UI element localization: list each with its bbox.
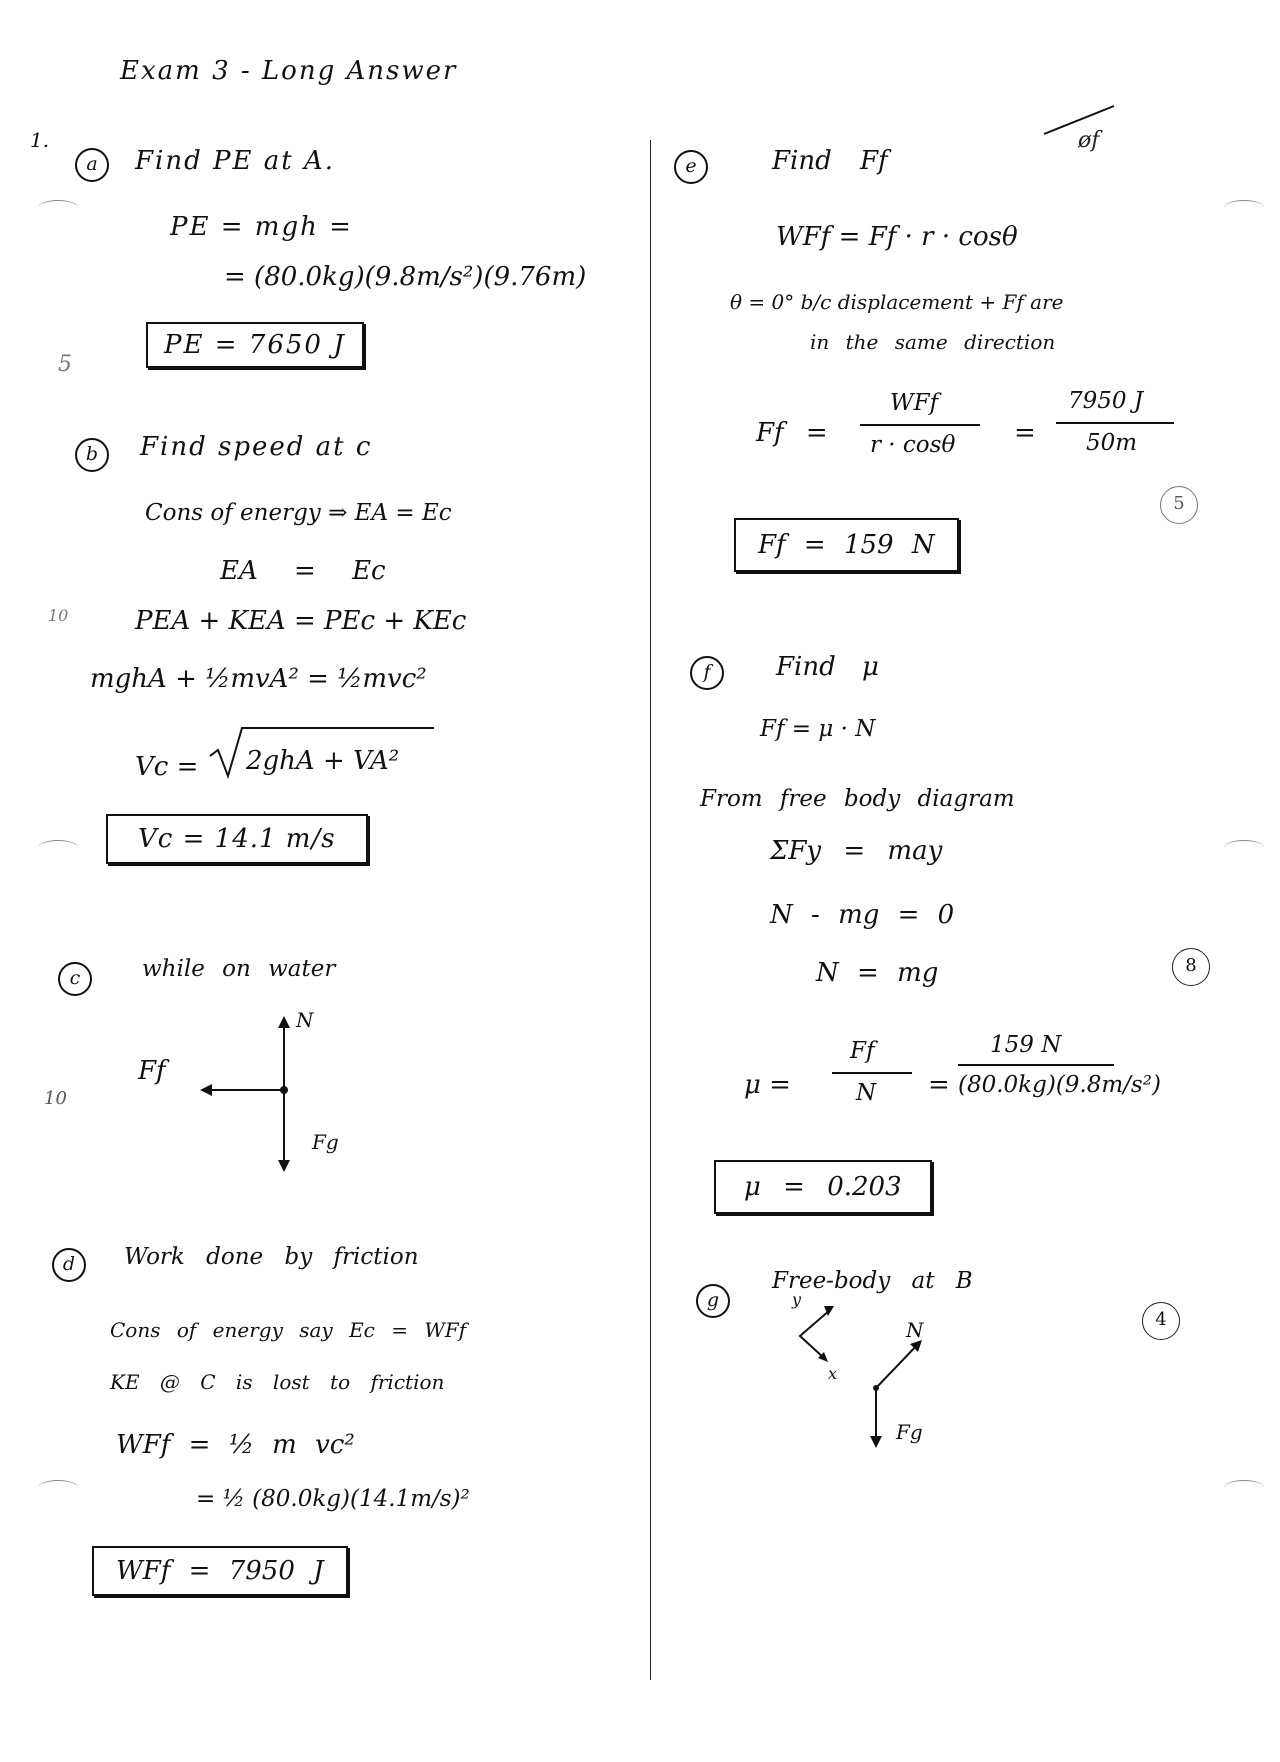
column-divider: [650, 140, 651, 1680]
part-g-force-n: N: [906, 1318, 924, 1342]
exam-title: Exam 3 - Long Answer: [120, 56, 458, 86]
part-b-answer: Vc = 14.1 m/s: [106, 814, 368, 864]
part-f-frac-num: Ff: [850, 1038, 875, 1064]
part-e-heading: Find Ff: [772, 146, 888, 176]
margin-tick: [1224, 840, 1264, 855]
part-f-frac2-den: (80.0kg)(9.8m/s²): [958, 1072, 1161, 1098]
part-d-line2: KE @ C is lost to friction: [110, 1370, 445, 1394]
part-e-frac2-num: 7950 J: [1068, 388, 1144, 414]
part-b-line2: EA = Ec: [220, 556, 386, 586]
part-b-line5-left: Vc =: [135, 752, 199, 782]
part-g-force-fg: Fg: [896, 1420, 923, 1444]
part-e-frac-den: r · cosθ: [870, 432, 956, 458]
score-f: 8: [1172, 948, 1210, 986]
grade-c: 10: [44, 1088, 67, 1109]
problem-number: 1.: [30, 128, 50, 152]
part-c-force-n: N: [296, 1008, 314, 1032]
corner-mark: øf: [1078, 128, 1100, 153]
part-b-line3: PEA + KEA = PEc + KEc: [135, 606, 467, 636]
part-c-force-ff: Ff: [138, 1056, 166, 1086]
margin-tick: [1224, 200, 1264, 215]
part-a-eq1: PE = mgh =: [170, 212, 353, 242]
part-f-equals: =: [928, 1070, 950, 1100]
grade-b: 10: [48, 606, 69, 625]
part-f-frac2-num: 159 N: [990, 1032, 1062, 1058]
part-d-line1: Cons of energy say Ec = WFf: [110, 1318, 467, 1342]
part-e-equals: =: [1014, 418, 1036, 448]
part-f-frac-den: N: [856, 1080, 877, 1106]
part-e-line3: in the same direction: [810, 330, 1056, 354]
part-g-free-body-diagram: [780, 1296, 960, 1456]
margin-tick: [38, 1480, 78, 1495]
fraction-bar: [1056, 422, 1174, 424]
part-e-label: e: [674, 150, 708, 184]
fraction-bar: [958, 1064, 1114, 1066]
part-d-answer: WFf = 7950 J: [92, 1546, 348, 1596]
part-c-free-body-diagram: [180, 1010, 340, 1180]
part-f-line5: N = mg: [816, 958, 939, 988]
part-e-frac-num: WFf: [890, 390, 939, 416]
part-a-eq2: = (80.0kg)(9.8m/s²)(9.76m): [224, 262, 587, 292]
corner-mark-stroke: [1040, 100, 1120, 140]
part-e-frac2-den: 50m: [1086, 430, 1138, 456]
margin-tick: [38, 200, 78, 215]
margin-tick: [1224, 1480, 1264, 1495]
part-g-label: g: [696, 1284, 730, 1318]
part-d-line4: = ½ (80.0kg)(14.1m/s)²: [196, 1486, 470, 1512]
part-c-force-fg: Fg: [312, 1130, 339, 1154]
part-b-line4: mghA + ½mvA² = ½mvc²: [90, 664, 427, 694]
score-g: 4: [1142, 1302, 1180, 1340]
part-b-heading: Find speed at c: [140, 432, 373, 462]
part-f-line2: From free body diagram: [700, 786, 1015, 812]
part-a-heading: Find PE at A.: [135, 146, 336, 176]
part-d-line3: WFf = ½ m vc²: [116, 1430, 355, 1460]
grade-a: 5: [58, 352, 72, 377]
part-e-line1: WFf = Ff · r · cosθ: [776, 222, 1018, 252]
part-b-label: b: [75, 438, 109, 472]
part-f-heading: Find μ: [776, 652, 879, 682]
part-g-axis-x: x: [828, 1364, 838, 1383]
part-f-line3: ΣFy = may: [770, 836, 943, 866]
fraction-bar: [832, 1072, 912, 1074]
part-e-line2: θ = 0° b/c displacement + Ff are: [730, 290, 1064, 314]
part-a-label: a: [75, 148, 109, 182]
part-g-axis-y: y: [792, 1290, 802, 1309]
part-e-answer: Ff = 159 N: [734, 518, 959, 572]
part-a-answer: PE = 7650 J: [146, 322, 364, 368]
part-c-label: c: [58, 962, 92, 996]
part-e-frac-left: Ff =: [756, 418, 828, 448]
part-b-radicand: 2ghA + VA²: [246, 746, 400, 776]
part-f-line4: N - mg = 0: [770, 900, 955, 930]
score-e: 5: [1160, 486, 1198, 524]
part-d-heading: Work done by friction: [124, 1244, 419, 1270]
part-f-label: f: [690, 656, 724, 690]
part-f-frac-left: μ =: [744, 1070, 791, 1100]
part-f-answer: μ = 0.203: [714, 1160, 932, 1214]
part-b-line1: Cons of energy ⇒ EA = Ec: [145, 500, 452, 526]
fraction-bar: [860, 424, 980, 426]
margin-tick: [38, 840, 78, 855]
part-d-label: d: [52, 1248, 86, 1282]
part-g-heading: Free-body at B: [772, 1268, 973, 1294]
part-f-line1: Ff = μ · N: [760, 716, 876, 742]
part-c-heading: while on water: [142, 956, 336, 982]
